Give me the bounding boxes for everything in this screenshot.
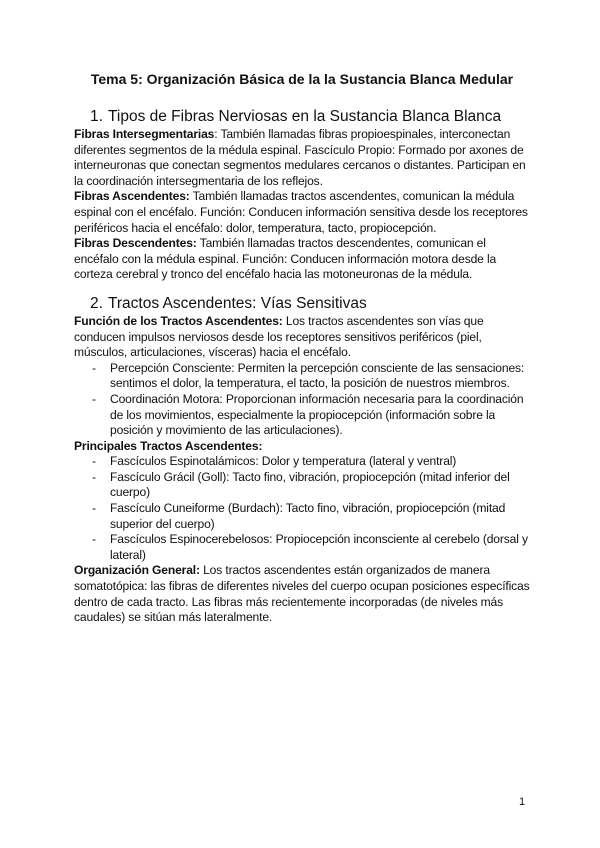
page-number: 1 [519,796,526,808]
paragraph-fibras-ascendentes [74,189,530,236]
term-label: Fibras Intersegmentarias [74,127,215,141]
dash-marker: - [92,501,96,516]
paragraph-funcion [74,314,530,361]
dash-marker: - [92,469,96,484]
list-item-text: Coordinación Motora: Proporcionan información necesaria para la coordinación de los movimientos, especialmente la propiocepción (información sobre la posición y movimiento de las articulaciones). [110,391,524,438]
term-label: Fibras Ascendentes: [74,189,190,204]
dash-marker: - [92,454,96,469]
term-text: : También llamadas fibras propioespinales, interconectan diferentes segmentos de la médula espinal. Fascículo Propio: Formado por axones de interneuronas que conectan segmentos medulares cercanos o distantes. Participan en la coordinación intersegmentaria de los reflejos. [74,127,526,188]
tracts-list [74,454,530,563]
list-item [92,454,530,470]
list-item-text: Fascículos Espinocerebelosos: Propiocepción inconsciente al cerebelo (dorsal y lateral) [110,532,528,562]
list-item [92,361,530,392]
paragraph-organizacion [74,563,530,625]
section-2-number: 2. [90,294,103,312]
function-list [74,361,530,439]
paragraph-fibras-descendentes [74,236,530,283]
term-text: También llamadas tractos descendentes, comunican el encéfalo con la médula espinal. Función: Conducen información motora desde la corteza cerebral y tronco del encéfalo hacia las motoneuronas de la médula. [74,236,497,282]
paragraph-fibras-intersegmentarias [74,127,530,189]
list-item [92,501,530,532]
dash-marker: - [92,360,96,375]
page-title: Tema 5: Organización Básica de la la Sustancia Blanca Medular [90,71,514,87]
term-label: Fibras Descendentes: [74,236,197,251]
term-label: Función de los Tractos Ascendentes: [74,313,283,328]
section-2-heading [90,294,530,314]
list-item-text: Fascículo Cuneiforme (Burdach): Tacto fino, vibración, propiocepción (mitad superior del cuerpo) [110,501,506,531]
dash-marker: - [92,391,96,406]
section-gap [74,283,530,294]
section-2-title: Tractos Ascendentes: Vías Sensitivas [108,294,367,312]
section-1-heading [90,107,530,127]
term-label: Organización General: [74,563,200,578]
paragraph-principales [74,439,530,455]
term-text: Los tractos ascendentes son vías que conducen impulsos nerviosos desde los receptores sensitivos periféricos (piel, músculos, articulaciones, vísceras) hacia el encéfalo. [74,313,484,360]
section-1-number: 1. [90,108,103,125]
dash-marker: - [92,532,96,547]
list-item-text: Percepción Consciente: Permiten la percepción consciente de las sensaciones: sentimos el dolor, la temperatura, el tacto, la posición de nuestros miembros. [110,360,525,391]
list-item-text: Fascículos Espinotalámicos: Dolor y temperatura (lateral y ventral) [110,454,457,469]
list-item-text: Fascículo Grácil (Goll): Tacto fino, vibración, propiocepción (mitad inferior del cuerpo) [110,469,510,500]
list-item [92,532,530,563]
term-label: Principales Tractos Ascendentes: [74,438,263,453]
term-text: También llamadas tractos ascendentes, comunican la médula espinal con el encéfalo. Función: Conducen información sensitiva desde los receptores periféricos hacia el encéfalo: dolor, temperatura, tacto, propiocepción. [74,189,528,235]
document-page [74,70,530,626]
list-item [92,470,530,501]
section-1-title: Tipos de Fibras Nerviosas en la Sustancia Blanca Blanca [108,108,502,125]
list-item [92,392,530,439]
term-text: Los tractos ascendentes están organizados de manera somatotópica: las fibras de diferentes niveles del cuerpo ocupan posiciones específicas dentro de cada tracto. Las fibras más recientemente incorporadas (de niveles más caudales) se sitúan más lateralmente. [74,563,530,625]
